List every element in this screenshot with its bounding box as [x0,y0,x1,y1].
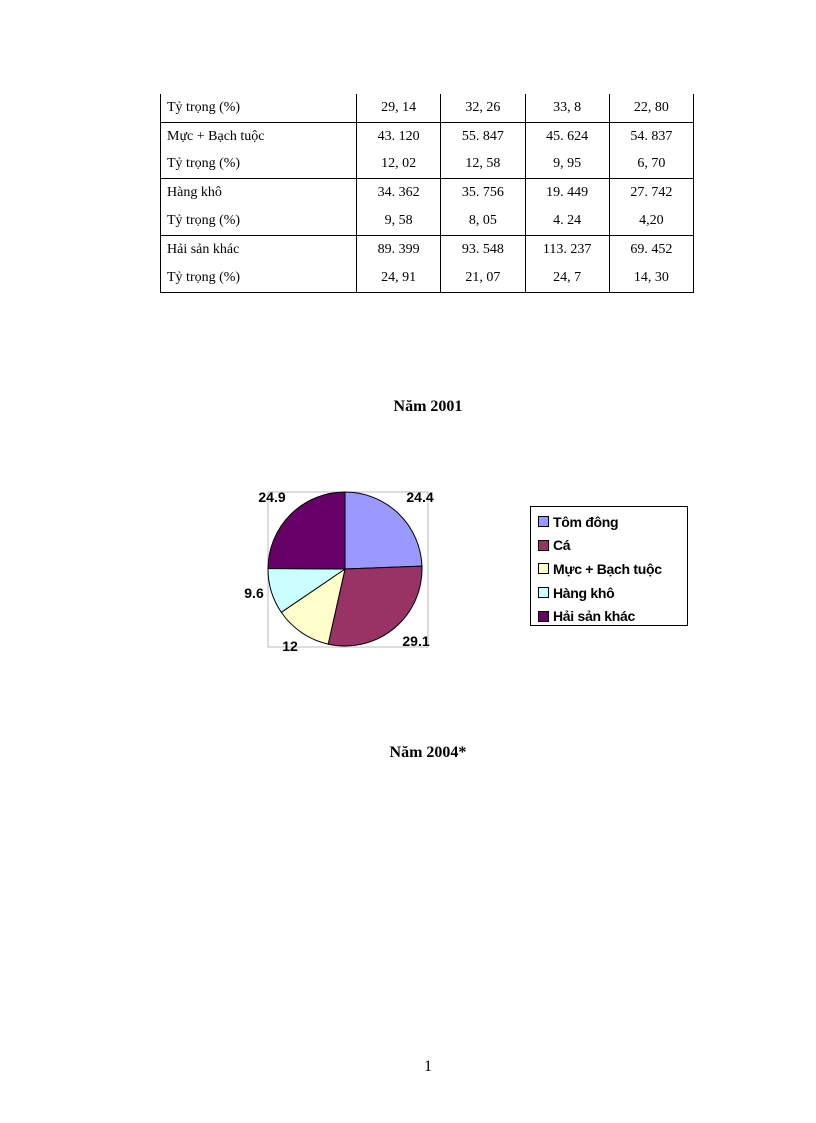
row-label: Mực + Bạch tuộc [161,122,357,150]
table-body [161,94,694,292]
legend-item [538,604,687,628]
pie-data-label: 24.4 [406,489,434,505]
table-cell: 113. 237 [525,235,609,263]
legend-label: Tôm đông [553,513,619,530]
table-cell: 9, 58 [357,207,441,235]
table-cell: 69. 452 [609,235,693,263]
legend-label: Hải sản khác [553,608,635,625]
table-cell: 4,20 [609,207,693,235]
legend-item [538,557,687,581]
pie-slices [268,492,422,646]
table-cell: 24, 7 [525,264,609,292]
table-cell: 21, 07 [441,264,525,292]
legend-label: Hàng khô [553,584,615,601]
legend-item [538,581,687,605]
table-cell: 12, 58 [441,151,525,179]
pie-data-label: 9.6 [244,585,264,601]
row-label: Tỷ trọng (%) [161,264,357,292]
table-cell: 33, 8 [525,94,609,122]
table-cell: 45. 624 [525,122,609,150]
table-row [161,94,694,122]
legend-swatch [538,516,549,527]
row-label: Tỷ trọng (%) [161,151,357,179]
table-row [161,151,694,179]
page-number: 1 [424,1058,432,1075]
table-row [161,122,694,150]
data-table [160,94,694,293]
table-cell: 24, 91 [357,264,441,292]
table-cell: 54. 837 [609,122,693,150]
legend-swatch [538,611,549,622]
table-row [161,264,694,292]
table-cell: 14, 30 [609,264,693,292]
table-cell: 34. 362 [357,179,441,207]
chart-caption-2001: Năm 2001 [393,398,463,415]
table-row [161,207,694,235]
table-cell: 9, 95 [525,151,609,179]
row-label: Hàng khô [161,179,357,207]
pie-data-label: 12 [282,638,298,654]
chart-legend [530,506,688,626]
table-row [161,179,694,207]
table-cell: 4. 24 [525,207,609,235]
legend-label: Cá [553,537,571,554]
table-cell: 8, 05 [441,207,525,235]
table-cell: 89. 399 [357,235,441,263]
pie-data-label: 24.9 [258,489,286,505]
row-label: Tỷ trọng (%) [161,94,357,122]
row-label: Hải sản khác [161,235,357,263]
legend-item [538,534,687,558]
chart-caption-2004: Năm 2004* [389,744,467,761]
table-cell: 93. 548 [441,235,525,263]
legend-item [538,510,687,534]
table-cell: 22, 80 [609,94,693,122]
table-cell: 32, 26 [441,94,525,122]
table-cell: 35. 756 [441,179,525,207]
pie-data-label: 29.1 [402,633,430,649]
row-label: Tỷ trọng (%) [161,207,357,235]
table-row [161,235,694,263]
table-cell: 6, 70 [609,151,693,179]
table-cell: 27. 742 [609,179,693,207]
legend-label: Mực + Bạch tuộc [553,560,662,577]
table-cell: 55. 847 [441,122,525,150]
table-cell: 12, 02 [357,151,441,179]
legend-swatch [538,587,549,598]
legend-swatch [538,563,549,574]
table-cell: 19. 449 [525,179,609,207]
table-cell: 29, 14 [357,94,441,122]
table-cell: 43. 120 [357,122,441,150]
pie-chart [230,478,440,658]
legend-swatch [538,540,549,551]
